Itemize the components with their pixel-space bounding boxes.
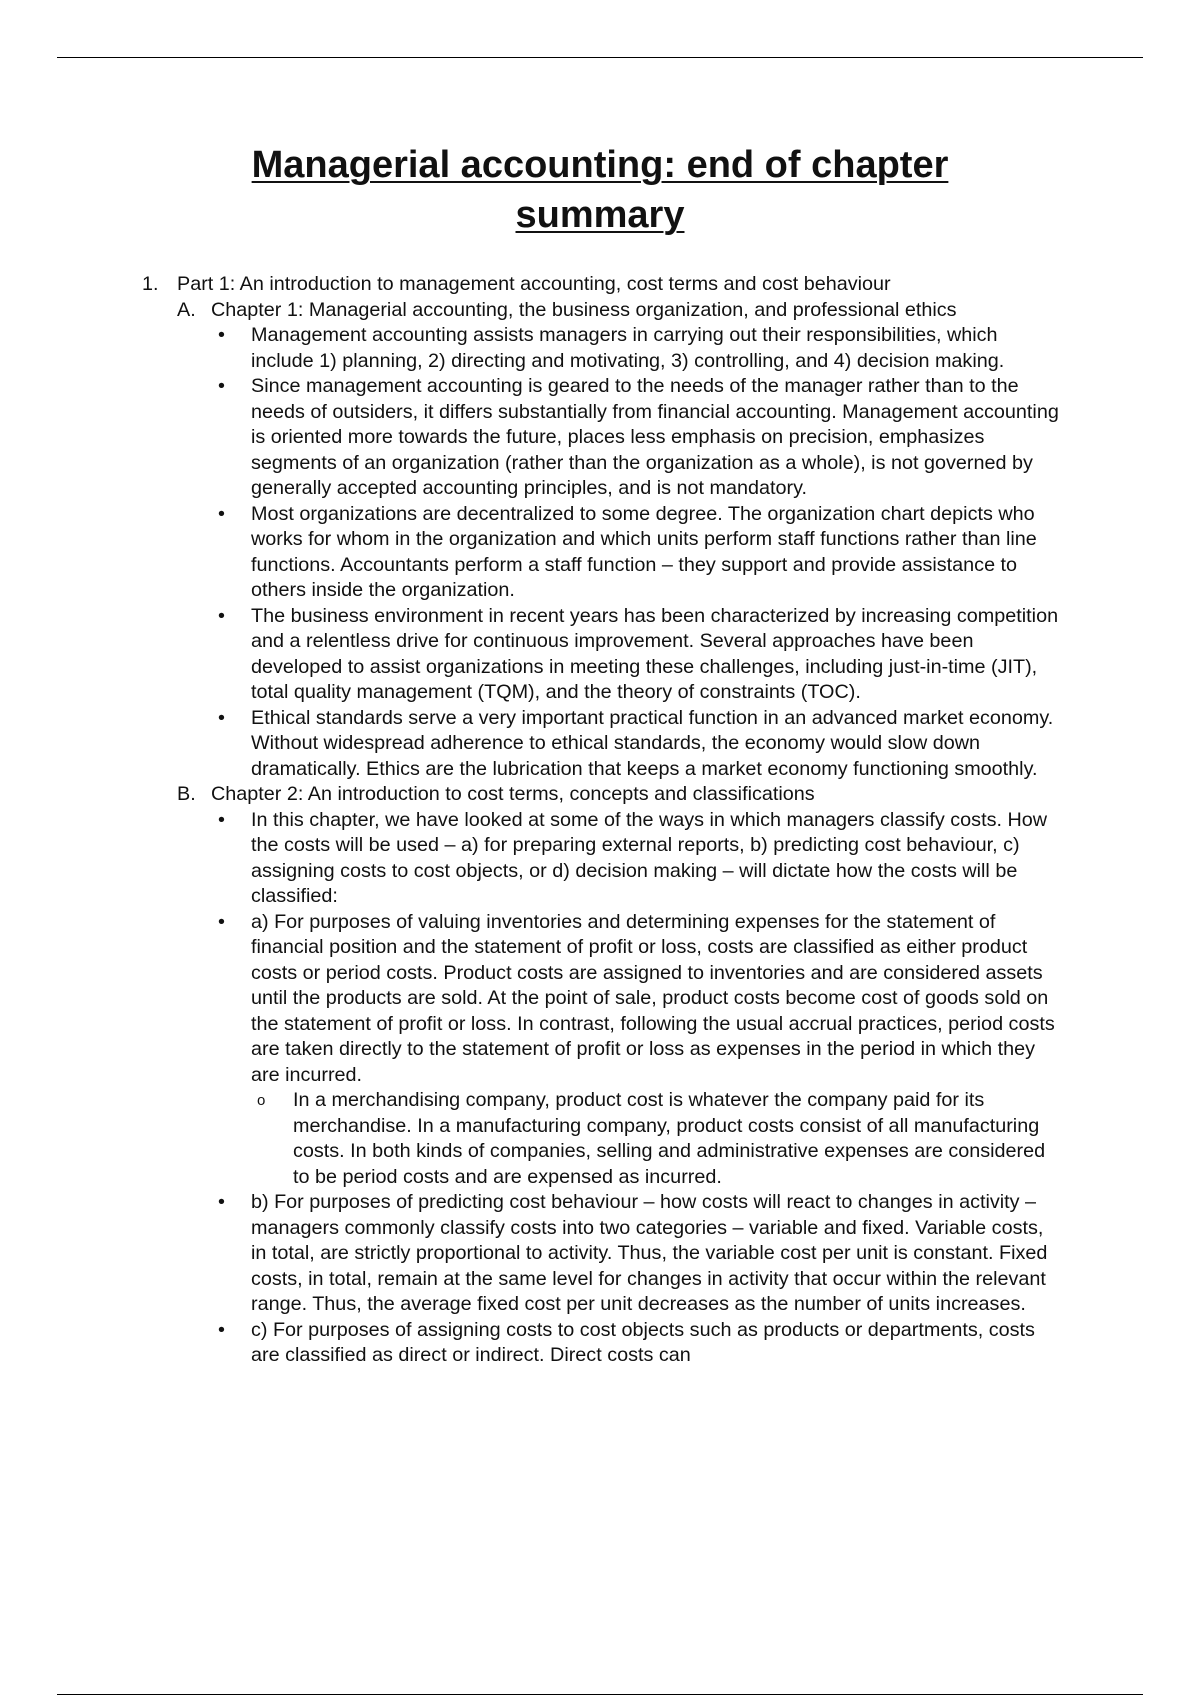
- bullet-icon: •: [218, 604, 225, 627]
- list-item-text: Most organizations are decentralized to some degree. The organization chart depicts who works for whom in the organization and which units perform staff functions rather than line functions. Accountants perform a staff function – they support and provide assistance to others inside the organization.: [251, 502, 1037, 601]
- list-item: [218, 808, 1061, 910]
- list-item: [218, 1318, 1061, 1369]
- bullet-icon: •: [218, 375, 225, 397]
- list-item-text: Ethical standards serve a very important practical function in an advanced market economy. Without widespread adherence to ethical standards, the economy would slow down dramatically. Ethics are the lubrication that keeps a market economy functioning smoothly.: [251, 706, 1054, 780]
- list-item-text: The business environment in recent years has been characterized by increasing competition and a relentless drive for continuous improvement. Several approaches have been developed to assist organizations in meeting these challenges, including just-in-time (JIT), total quality management (TQM), and the theory of constraints (TOC).: [251, 604, 1059, 703]
- list-item-text: a) For purposes of valuing inventories and determining expenses for the statement of financial position and the statement of profit or loss, costs are classified as either product costs or period costs. Product costs are assigned to inventories and are considered assets until the products are sold. At the point of sale, product costs become cost of goods sold on the statement of profit or loss. In contrast, following the usual accrual practices, period costs are taken directly to the statement of profit or loss as expenses in the period in which they are incurred.: [251, 910, 1055, 1086]
- part-label: Part 1: An introduction to management accounting, cost terms and cost behaviour: [177, 273, 891, 295]
- part-heading: [0, 272, 1200, 298]
- list-item: [218, 706, 1061, 783]
- list-item: [218, 910, 1061, 1089]
- list-item: [218, 323, 1061, 374]
- list-item: [218, 604, 1061, 706]
- list-item-text: c) For purposes of assigning costs to cost objects such as products or departments, costs are classified as direct or indirect. Direct costs can: [251, 1318, 1035, 1366]
- chapter-heading: [0, 298, 1200, 324]
- part-number: 1.: [142, 273, 159, 295]
- sub-list-item: [257, 1088, 1061, 1190]
- title-line-2: summary: [515, 194, 685, 236]
- bullet-icon: •: [218, 910, 225, 933]
- chapter-heading: [0, 782, 1200, 808]
- title-line-1: Managerial accounting: end of chapter: [251, 144, 949, 186]
- bottom-rule: [57, 1694, 1143, 1695]
- sub-list-item-text: In a merchandising company, product cost is whatever the company paid for its merchandise. In a manufacturing company, product costs consist of all manufacturing costs. In both kinds of companies, selling and administrative expenses are considered to be period costs and are expensed as incurred.: [293, 1089, 1046, 1188]
- bullet-icon: •: [218, 1318, 225, 1341]
- bullet-icon: •: [218, 324, 225, 346]
- bullet-icon: •: [218, 706, 225, 729]
- list-item: [218, 502, 1061, 604]
- bullet-icon: •: [218, 1191, 225, 1213]
- list-item-text: Since management accounting is geared to the needs of the manager rather than to the needs of outsiders, it differs substantially from financial accounting. Management accounting is oriented more towards the future, places less emphasis on precision, emphasizes segments of an organization (rather than the organization as a whole), is not governed by generally accepted accounting principles, and is not mandatory.: [251, 375, 1059, 499]
- chapter-letter: A.: [177, 298, 196, 321]
- list-item-text: b) For purposes of predicting cost behaviour – how costs will react to changes in activity – managers commonly classify costs into two categories – variable and fixed. Variable costs, in total, are strictly proportional to activity. Thus, the variable cost per unit is constant. Fixed costs, in total, remain at the same level for changes in activity that occur within the relevant range. Thus, the average fixed cost per unit decreases as the number of units increases.: [251, 1191, 1048, 1315]
- chapter-label: Chapter 1: Managerial accounting, the business organization, and professional ethics: [211, 298, 957, 321]
- bullet-icon: •: [218, 502, 225, 525]
- list-item: [218, 1190, 1061, 1318]
- list-item-text: Management accounting assists managers in carrying out their responsibilities, which include 1) planning, 2) directing and motivating, 3) controlling, and 4) decision making.: [251, 324, 1005, 372]
- list-item-text: In this chapter, we have looked at some of the ways in which managers classify costs. How the costs will be used – a) for preparing external reports, b) predicting cost behaviour, c) assigning costs to cost objects, or d) decision making – will dictate how the costs will be classified:: [251, 808, 1048, 907]
- bullet-icon: •: [218, 808, 225, 831]
- page-title: [0, 140, 1200, 240]
- chapter-letter: B.: [177, 783, 196, 805]
- hollow-bullet-icon: o: [257, 1092, 266, 1109]
- chapter-label: Chapter 2: An introduction to cost terms, concepts and classifications: [211, 783, 815, 805]
- document-body: [0, 272, 1200, 1369]
- top-rule: [57, 57, 1143, 58]
- list-item: [218, 374, 1061, 502]
